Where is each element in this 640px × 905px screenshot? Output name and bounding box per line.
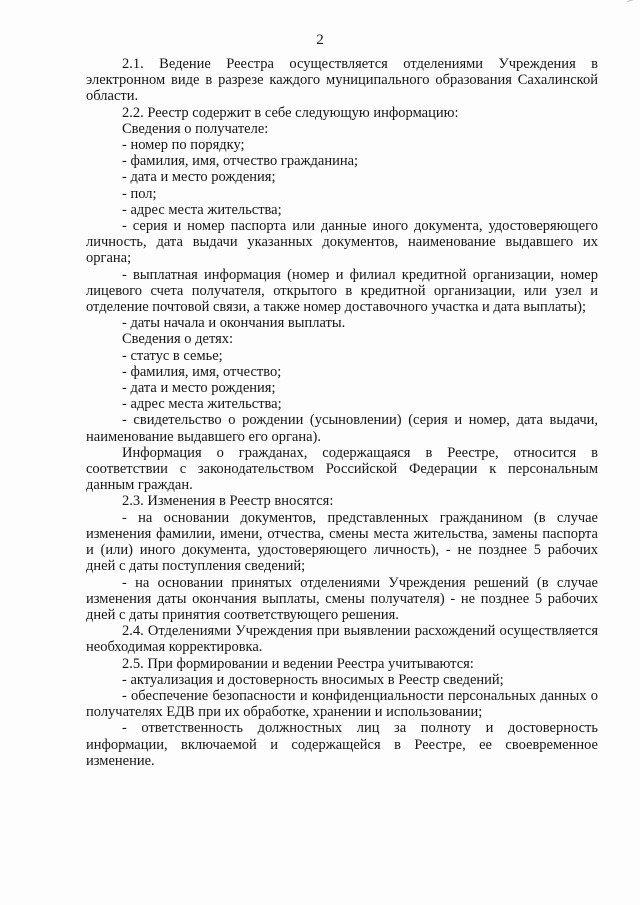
- paragraph: 2.5. При формировании и ведении Реестра учитываются:: [122, 655, 474, 672]
- paragraph: Сведения о детях:: [122, 331, 234, 348]
- paragraph: - свидетельство о рождении (усыновлении) (серия и номер, дата выдачи, наименование выдавшего его органа).: [86, 412, 598, 445]
- paragraph: - дата и место рождения;: [122, 169, 276, 186]
- paragraph: - дата и место рождения;: [122, 380, 276, 397]
- paragraph: - пол;: [122, 185, 157, 202]
- paragraph: Информация о гражданах, содержащаяся в Реестре, относится в соответствии с законодательством Российской Федерации к персональным данным граждан.: [86, 444, 598, 494]
- paragraph: - номер по порядку;: [122, 137, 245, 154]
- paragraph: - выплатная информация (номер и филиал кредитной организации, номер лицевого счета получателя, открытого в кредитной организации, или узел и отделение почтовой связи, а также номер доставочного участка и дата выплаты);: [86, 266, 598, 316]
- paragraph: 2.2. Реестр содержит в себе следующую информацию:: [122, 104, 459, 121]
- paragraph: Сведения о получателе:: [122, 120, 269, 137]
- page-number: 2: [316, 32, 324, 48]
- paragraph: - адрес места жительства;: [122, 201, 282, 218]
- paragraph: 2.4. Отделениями Учреждения при выявлении расхождений осуществляется необходимая корректировка.: [86, 623, 598, 656]
- paragraph: - ответственность должностных лиц за полноту и достоверность информации, включаемой и содержащейся в Реестре, ее своевременное изменение.: [86, 720, 598, 769]
- paragraph: - на основании принятых отделениями Учреждения решений (в случае изменения даты окончания выплаты, смены получателя) - не позднее 5 рабочих дней с даты принятия соответствующего решения.: [86, 574, 598, 623]
- paragraph: - адрес места жительства;: [122, 396, 282, 413]
- paragraph: - фамилия, имя, отчество гражданина;: [122, 153, 359, 170]
- paragraph: - обеспечение безопасности и конфиденциальности персональных данных о получателях ЕДВ при их обработке, хранении и использовании;: [86, 687, 598, 721]
- paragraph: - на основании документов, представленных гражданином (в случае изменения фамилии, имени, отчества, смены места жительства, замены паспорта и (или) иного документа, удостоверяющего личность), - не позднее 5 рабочих дней с даты поступления сведений;: [86, 509, 598, 575]
- paragraph: - фамилия, имя, отчество;: [122, 363, 282, 380]
- paragraph: - актуализация и достоверность вносимых в Реестр сведений;: [122, 671, 504, 688]
- paragraph: 2.1. Ведение Реестра осуществляется отделениями Учреждения в электронном виде в разрезе каждого муниципального образования Сахалинской области.: [86, 56, 598, 105]
- paragraph: - статус в семье;: [122, 347, 223, 364]
- paragraph: - даты начала и окончания выплаты.: [122, 315, 346, 332]
- paragraph: 2.3. Изменения в Реестр вносятся:: [122, 493, 334, 510]
- scan-mark: [627, 0, 634, 6]
- paragraph: - серия и номер паспорта или данные иного документа, удостоверяющего личность, дата выдачи указанных документов, наименование выдавшего их органа;: [86, 218, 598, 267]
- document-body: [86, 56, 598, 769]
